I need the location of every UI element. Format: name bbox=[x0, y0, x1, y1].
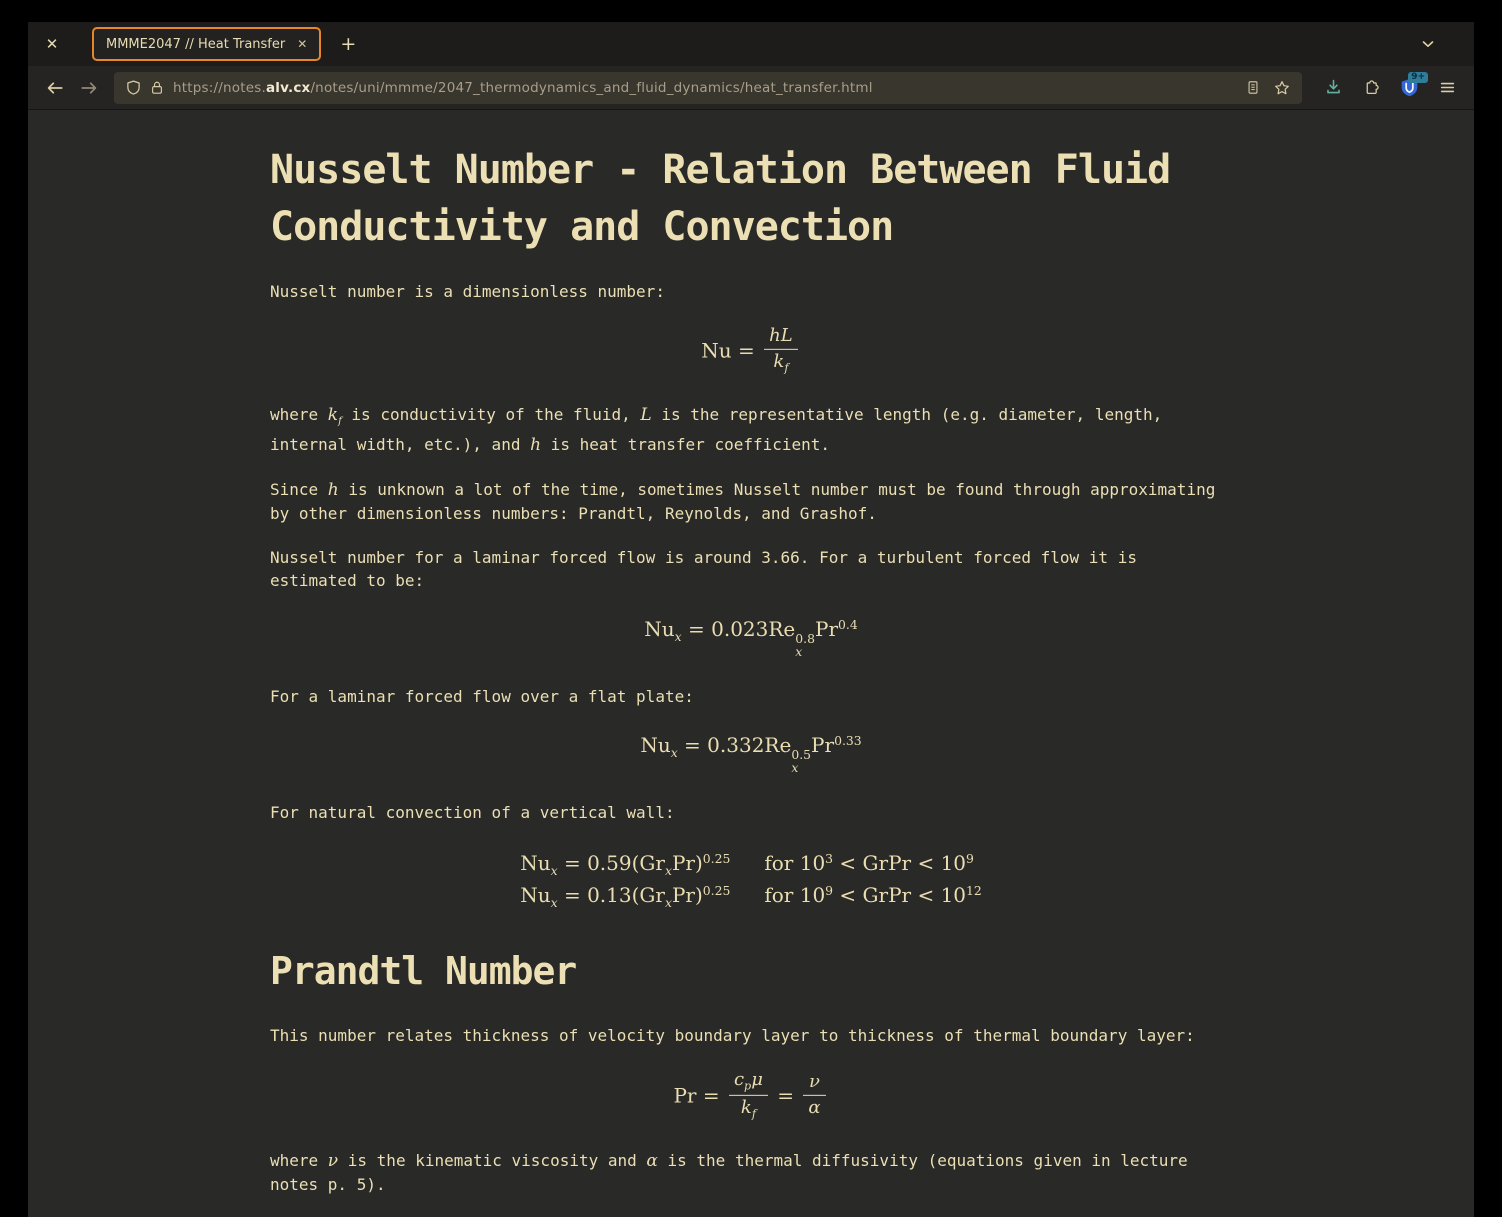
chevron-down-icon bbox=[1420, 36, 1436, 52]
page-viewport bbox=[28, 110, 1474, 1217]
paragraph-where-kf: where $k_f$ is conductivity of the fluid, L is the representative length (e.g. diameter, length, internal width, etc.), and h is heat transfer coefficient. bbox=[270, 404, 1163, 455]
url-path: /notes/uni/mmme/2047_thermodynamics_and_fluid_dynamics/heat_transfer.html bbox=[310, 79, 873, 96]
downloads-button[interactable] bbox=[1318, 73, 1348, 103]
forward-button[interactable] bbox=[74, 73, 104, 103]
tab-heat-transfer[interactable] bbox=[92, 27, 321, 61]
paragraph-natural-convection: For natural convection of a vertical wall: bbox=[270, 803, 675, 823]
plus-icon: + bbox=[340, 33, 357, 55]
equation-natural-line2: $Nu_x = 0.13(Gr_xPr)^{0.25}$ for $10^9$ < GrPr < $10^{12}$ bbox=[520, 883, 982, 911]
arrow-left-icon bbox=[46, 79, 64, 97]
extensions-button[interactable] bbox=[1356, 73, 1386, 103]
equation-prandtl: Pr = $\frac{c_p\mu}{k_f}$ = $\frac{\nu}{\alpha}$ bbox=[270, 1071, 1232, 1123]
section-title-prandtl: Prandtl Number bbox=[270, 949, 577, 994]
tab-title: MMME2047 // Heat Transfer bbox=[106, 36, 286, 52]
browser-window bbox=[28, 22, 1474, 1195]
reader-mode-icon[interactable] bbox=[1246, 80, 1260, 95]
paragraph-since-h: Since h is unknown a lot of the time, sometimes Nusselt number must be found through approximating by other dimensionless numbers: Prandtl, Reynolds, and Grashof. bbox=[270, 479, 1216, 523]
arrow-right-icon bbox=[80, 79, 98, 97]
url-text bbox=[173, 80, 1229, 96]
equation-natural-line1: $Nu_x = 0.59(Gr_xPr)^{0.25}$ for $10^3$ < GrPr < $10^9$ bbox=[520, 851, 974, 878]
url-subdomain: notes. bbox=[223, 79, 266, 96]
toolbar-right bbox=[1318, 73, 1462, 103]
tab-strip bbox=[28, 22, 1474, 66]
hamburger-menu-icon bbox=[1439, 79, 1456, 96]
equation-nusselt-definition: Nu = $\frac{hL}{k_f}$ bbox=[270, 327, 1232, 377]
list-tabs-button[interactable] bbox=[1420, 36, 1436, 52]
ublock-extension-button[interactable] bbox=[1394, 73, 1424, 103]
url-scheme: https:// bbox=[173, 79, 223, 96]
new-tab-button[interactable] bbox=[333, 29, 363, 59]
paragraph-prandtl-intro: This number relates thickness of velocity boundary layer to thickness of thermal boundary layer: bbox=[270, 1026, 1195, 1046]
page-title: Nusselt Number - Relation Between Fluid Conductivity and Convection bbox=[270, 147, 1171, 250]
urlbar-actions bbox=[1246, 80, 1290, 96]
bookmark-star-icon[interactable] bbox=[1274, 80, 1290, 96]
equation-natural-convection bbox=[270, 848, 1232, 912]
paragraph-laminar: Nusselt number for a laminar forced flow is around 3.66. For a turbulent forced flow it is estimated to be: bbox=[270, 547, 1137, 590]
tracking-protection-shield-icon[interactable] bbox=[126, 80, 141, 95]
menu-button[interactable] bbox=[1432, 73, 1462, 103]
url-bar[interactable] bbox=[114, 72, 1302, 104]
extension-badge: 9+ bbox=[1408, 72, 1428, 83]
equation-flat-plate: $Nu_x = 0.332Re$ 0.5 x $Pr^{0.33}$ bbox=[640, 732, 862, 776]
equation-turbulent: $Nu_x = 0.023Re$ 0.8 x $Pr^{0.4}$ bbox=[644, 616, 858, 660]
navigation-toolbar bbox=[28, 66, 1474, 110]
lock-icon[interactable] bbox=[150, 80, 164, 95]
article bbox=[270, 110, 1232, 1196]
tab-close-icon[interactable]: ✕ bbox=[297, 37, 308, 51]
back-button[interactable] bbox=[40, 73, 70, 103]
window-close-button[interactable] bbox=[36, 28, 68, 60]
paragraph-flat-plate: For a laminar forced flow over a flat plate: bbox=[270, 686, 694, 706]
paragraph-intro: Nusselt number is a dimensionless number: bbox=[270, 282, 665, 301]
url-domain: alv.cx bbox=[265, 79, 311, 96]
paragraph-where-nu-alpha: where ν is the kinematic viscosity and α is the thermal diffusivity (equations given in lecture notes p. 5). bbox=[270, 1151, 1188, 1195]
close-icon: ✕ bbox=[45, 35, 59, 53]
puzzle-piece-icon bbox=[1363, 79, 1380, 96]
download-icon bbox=[1325, 79, 1342, 96]
